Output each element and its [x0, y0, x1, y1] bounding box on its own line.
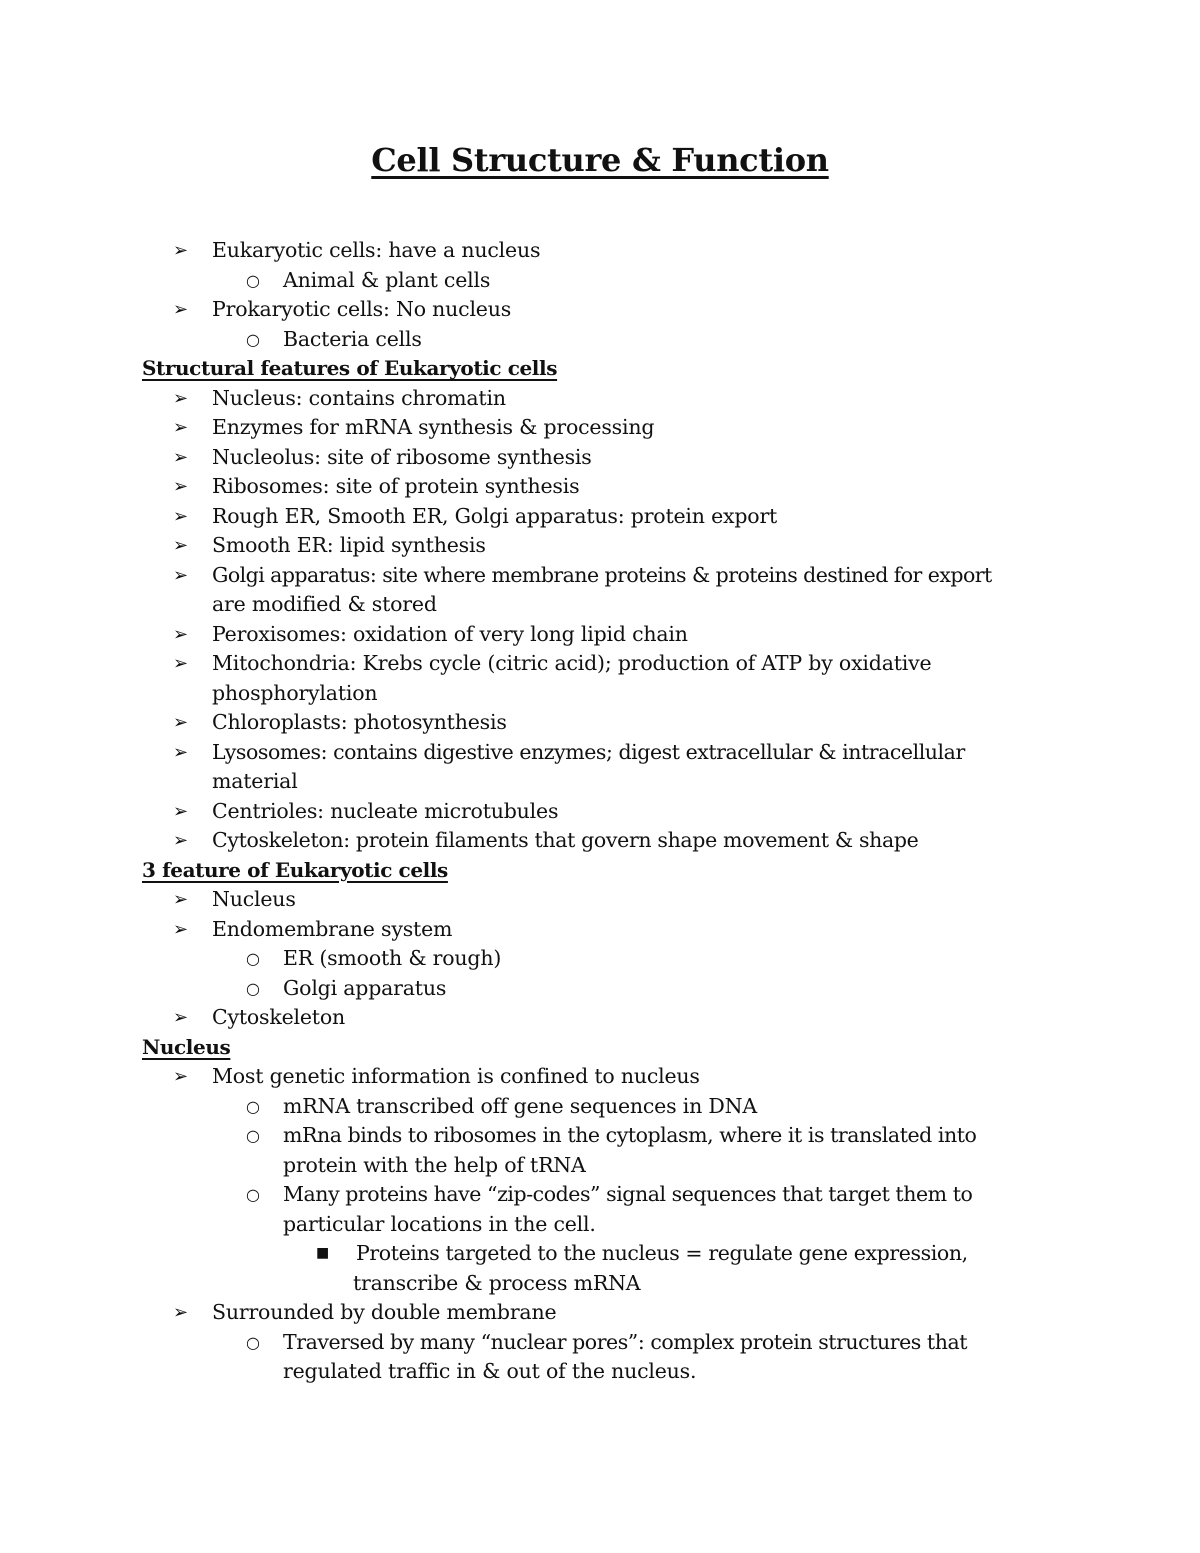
list-item: ○ Golgi apparatus [0, 974, 1200, 1004]
list-item: ➢ Enzymes for mRNA synthesis & processing [0, 413, 1200, 443]
list-item: ➢ Surrounded by double membrane [0, 1298, 1200, 1328]
list-item: ➢ Ribosomes: site of protein synthesis [0, 472, 1200, 502]
list-item-continuation: phosphorylation [212, 680, 378, 705]
list-item: ➢ Cytoskeleton [0, 1003, 1200, 1033]
arrow-bullet-icon: ➢ [173, 476, 188, 497]
list-item: ➢ Most genetic information is confined to nucleus [0, 1062, 1200, 1092]
arrow-bullet-icon: ➢ [173, 889, 188, 910]
arrow-bullet-icon: ➢ [173, 535, 188, 556]
document-body [0, 236, 1200, 1387]
list-item: ○ mRNA transcribed off gene sequences in DNA [0, 1092, 1200, 1122]
list-item-continuation: particular locations in the cell. [283, 1211, 596, 1236]
list-item: ○ mRna binds to ribosomes in the cytoplasm, where it is translated into [0, 1121, 1200, 1151]
arrow-bullet-icon: ➢ [173, 653, 188, 674]
list-item: ➢ Golgi apparatus: site where membrane proteins & proteins destined for export [0, 561, 1200, 591]
list-item: ○ Bacteria cells [0, 325, 1200, 355]
arrow-bullet-icon: ➢ [173, 387, 188, 409]
arrow-bullet-icon: ➢ [173, 623, 188, 645]
arrow-bullet-icon: ➢ [173, 712, 188, 733]
arrow-bullet-icon: ➢ [173, 1007, 188, 1028]
list-item-continuation: are modified & stored [212, 592, 437, 616]
list-item: ○ Traversed by many “nuclear pores”: complex protein structures that [0, 1328, 1200, 1358]
circle-bullet-icon: ○ [246, 978, 260, 998]
arrow-bullet-icon: ➢ [173, 918, 188, 940]
arrow-bullet-icon: ➢ [173, 830, 188, 851]
page-title: Cell Structure & Function [371, 141, 829, 179]
list-item: ➢ Prokaryotic cells: No nucleus [0, 295, 1200, 325]
list-item: ➢ Cytoskeleton: protein filaments that govern shape movement & shape [0, 826, 1200, 856]
list-item: ➢ Eukaryotic cells: have a nucleus [0, 236, 1200, 266]
list-item: ➢ Lysosomes: contains digestive enzymes; digest extracellular & intracellular [0, 738, 1200, 768]
arrow-bullet-icon: ➢ [173, 741, 188, 763]
list-item: ➢ Nucleolus: site of ribosome synthesis [0, 443, 1200, 473]
arrow-bullet-icon: ➢ [173, 299, 188, 320]
arrow-bullet-icon: ➢ [173, 240, 188, 261]
square-bullet-icon: ■ [316, 1245, 330, 1261]
list-item: ➢ Centrioles: nucleate microtubules [0, 797, 1200, 827]
arrow-bullet-icon: ➢ [173, 446, 188, 468]
circle-bullet-icon: ○ [246, 949, 260, 968]
list-item: ➢ Endomembrane system [0, 915, 1200, 945]
list-item: ○ Animal & plant cells [0, 266, 1200, 296]
circle-bullet-icon: ○ [246, 329, 260, 349]
list-item: ➢ Peroxisomes: oxidation of very long lipid chain [0, 620, 1200, 650]
section-heading: Structural features of Eukaryotic cells [142, 356, 558, 380]
arrow-bullet-icon: ➢ [173, 564, 188, 586]
circle-bullet-icon: ○ [246, 1096, 260, 1116]
list-item-continuation: protein with the help of tRNA [283, 1152, 586, 1177]
list-item: ○ ER (smooth & rough) [0, 944, 1200, 974]
arrow-bullet-icon: ➢ [173, 1302, 188, 1323]
list-item-continuation: transcribe & process mRNA [353, 1270, 641, 1295]
circle-bullet-icon: ○ [246, 1126, 260, 1145]
section-heading: 3 feature of Eukaryotic cells [142, 857, 448, 882]
circle-bullet-icon: ○ [246, 1332, 260, 1352]
arrow-bullet-icon: ➢ [173, 505, 188, 527]
circle-bullet-icon: ○ [246, 270, 260, 290]
list-item: ○ Many proteins have “zip-codes” signal sequences that target them to [0, 1180, 1200, 1210]
arrow-bullet-icon: ➢ [173, 417, 188, 438]
arrow-bullet-icon: ➢ [173, 1066, 188, 1087]
section-heading: Nucleus [142, 1034, 231, 1059]
list-item-continuation: material [212, 769, 298, 793]
list-item: ➢ Nucleus [0, 885, 1200, 915]
list-item-continuation: regulated traffic in & out of the nucleus. [283, 1359, 697, 1383]
list-item: ➢ Chloroplasts: photosynthesis [0, 708, 1200, 738]
list-item: ➢ Rough ER, Smooth ER, Golgi apparatus: protein export [0, 502, 1200, 532]
list-item: ➢ Nucleus: contains chromatin [0, 384, 1200, 414]
circle-bullet-icon: ○ [246, 1185, 260, 1204]
arrow-bullet-icon: ➢ [173, 800, 188, 822]
list-item: ■ Proteins targeted to the nucleus = regulate gene expression, [0, 1239, 1200, 1269]
list-item: ➢ Mitochondria: Krebs cycle (citric acid); production of ATP by oxidative [0, 649, 1200, 679]
list-item: ➢ Smooth ER: lipid synthesis [0, 531, 1200, 561]
